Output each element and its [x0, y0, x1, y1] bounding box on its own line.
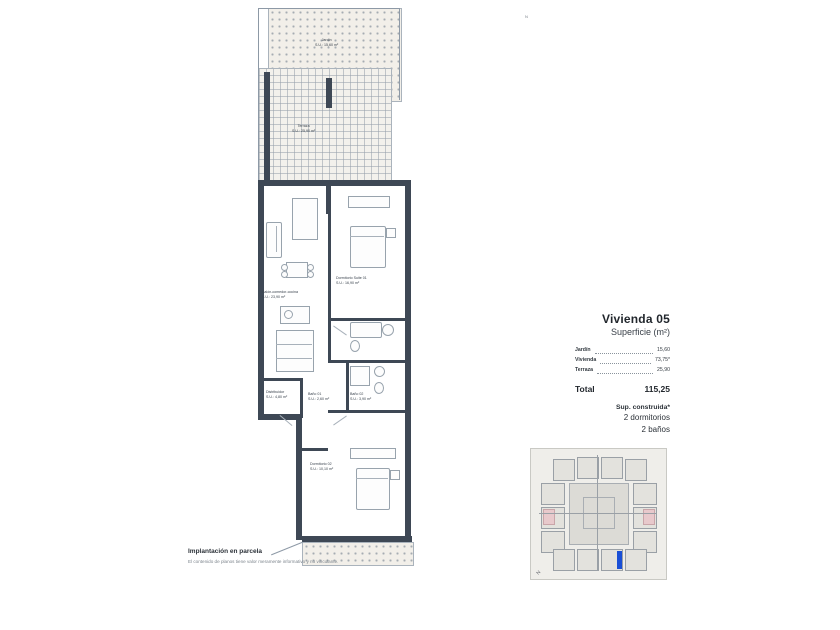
area-row-jardin — [575, 346, 670, 356]
area-name-jardin: Jardín — [575, 347, 591, 353]
key-plan-unit-n3 — [601, 457, 623, 479]
jardin-name: Jardín — [321, 38, 332, 42]
washbasin-2 — [374, 366, 385, 377]
toilet-1 — [350, 340, 360, 352]
dining-chair-4 — [307, 271, 314, 278]
dining-chair-3 — [307, 264, 314, 271]
distribuidor-label — [266, 390, 287, 400]
dorm2-area-text: S.U.: 10,10 m² — [310, 466, 334, 471]
boundary-line-right-top — [399, 8, 400, 100]
partition-corridor — [328, 320, 331, 362]
dot-leader-3 — [597, 372, 653, 374]
bed-dorm-02 — [356, 468, 390, 510]
terraza-area-text: S.U.: 25,90 m² — [292, 128, 316, 133]
dining-table — [286, 262, 308, 278]
terraza-name: Terraza — [297, 124, 310, 128]
dorm2-label — [310, 462, 333, 472]
distribuidor-area-text: S.U.: 4,80 m² — [266, 394, 288, 399]
wall-corner-top-left — [264, 72, 270, 100]
wall-top-right — [330, 180, 411, 186]
key-plan-unit-e1 — [633, 483, 657, 505]
wall-vert-upper-left — [264, 98, 270, 182]
kitchen-counter-line2 — [276, 358, 312, 359]
area-value-terraza: 25,90 — [657, 366, 670, 373]
partition-bath-top — [328, 360, 411, 363]
toilet-2 — [374, 382, 384, 394]
area-value-vivienda: 73,75* — [654, 356, 670, 363]
distribuidor-name: Distribuidor — [266, 390, 285, 394]
partition-entry — [264, 378, 302, 381]
unit-title: Vivienda 05 — [601, 312, 670, 326]
dining-chair-2 — [281, 271, 288, 278]
bed-suite-01 — [350, 226, 386, 268]
boundary-line-top — [258, 8, 400, 9]
unit-subtitle: Superficie (m²) — [610, 327, 670, 337]
area-list — [575, 346, 670, 376]
bano1-area-text: S.U.: 2,60 m² — [308, 396, 330, 401]
salon-name: Salón-comedor-cocina — [262, 290, 298, 294]
partition-hall-vert — [300, 378, 303, 418]
salon-area-text: S.U.: 23,90 m² — [262, 294, 286, 299]
nightstand-1 — [386, 228, 396, 238]
key-plan-divider-h — [539, 513, 657, 514]
footer — [188, 548, 338, 564]
jardin-area-text: S.U.: 15,60 m² — [315, 42, 339, 47]
apartment-floorplan — [150, 0, 570, 600]
dining-chair-1 — [281, 264, 288, 271]
footer-title: Implantación en parcela — [188, 548, 263, 555]
sofa-detail — [276, 226, 277, 252]
partition-bedroom1-bottom — [328, 318, 411, 321]
bano2-label — [350, 392, 371, 402]
dot-leader-1 — [595, 352, 653, 354]
key-plan-unit-n4 — [625, 459, 647, 481]
jardin-label — [315, 38, 338, 48]
key-plan-block-pink-1 — [543, 509, 555, 525]
dormitorios-count: 2 dormitorios — [623, 412, 670, 422]
kitchen-counter-line — [276, 344, 312, 345]
key-plan — [530, 448, 667, 580]
terraza-label — [292, 124, 315, 134]
dorm2-name: Dormitorio 02 — [310, 462, 332, 466]
dorm1-name: Dormitorio Suite 01 — [336, 276, 367, 280]
area-value-jardin: 15,60 — [657, 347, 670, 353]
shower-1 — [350, 366, 370, 386]
tv-console — [292, 198, 318, 240]
area-name-vivienda: Vivienda — [575, 356, 597, 363]
bano1-label — [308, 392, 329, 402]
wall-left-main — [258, 180, 264, 420]
bed-dorm-02-pillow — [356, 478, 388, 479]
wardrobe-suite — [348, 196, 390, 208]
key-plan-highlight-current-unit[interactable] — [617, 551, 622, 569]
key-plan-block-pink-2 — [643, 509, 655, 525]
washbasin-1 — [382, 324, 394, 336]
area-row-vivienda — [575, 356, 670, 366]
door-swing-2 — [333, 416, 347, 426]
partition-kitchen-right — [326, 186, 329, 214]
key-plan-unit-s4 — [625, 549, 647, 571]
key-plan-unit-w1 — [541, 483, 565, 505]
key-plan-unit-n2 — [577, 457, 599, 479]
nightstand-2 — [390, 470, 400, 480]
wall-balcony-edge — [326, 78, 332, 108]
key-plan-unit-n1 — [553, 459, 575, 481]
dorm1-label — [336, 276, 367, 286]
unit-info-panel — [575, 312, 670, 436]
partition-bath2 — [328, 410, 411, 413]
north-arrow-icon: N — [535, 569, 543, 577]
key-plan-unit-s2 — [577, 549, 599, 571]
kitchen-counter — [276, 330, 314, 372]
terraza-area — [258, 68, 392, 182]
north-mark: N — [525, 14, 528, 19]
area-row-terraza — [575, 366, 670, 376]
total-label: Total — [575, 383, 595, 394]
area-name-terraza: Terraza — [575, 366, 594, 373]
key-plan-unit-s1 — [553, 549, 575, 571]
salon-label — [262, 290, 298, 300]
total-value: 115,25 — [644, 383, 670, 394]
construida-label: Sup. construida* — [615, 403, 670, 411]
kitchen-sink — [284, 310, 293, 319]
dot-leader-2 — [600, 362, 651, 364]
wardrobe-dorm-02 — [350, 448, 396, 459]
footer-disclaimer: El contenido de planos tiene valor meramente informativo y no vinculante. — [188, 559, 339, 564]
partition-bedroom2-top — [302, 448, 328, 451]
boundary-line-left — [258, 8, 259, 188]
total-row — [575, 384, 670, 394]
bano2-name: Baño 02 — [350, 392, 364, 396]
bed-suite-01-pillow — [350, 236, 384, 237]
door-swing-1 — [333, 326, 347, 336]
key-plan-divider-v — [597, 455, 598, 571]
wall-left-lower — [296, 420, 302, 540]
bano2-area-text: S.U.: 3,90 m² — [350, 396, 372, 401]
bano1-name: Baño 01 — [308, 392, 322, 396]
sofa — [266, 222, 282, 258]
bathtub — [350, 322, 382, 338]
dorm1-area-text: S.U.: 16,90 m² — [336, 280, 360, 285]
partition-bath-mid — [346, 360, 349, 412]
banos-count: 2 baños — [641, 425, 670, 435]
